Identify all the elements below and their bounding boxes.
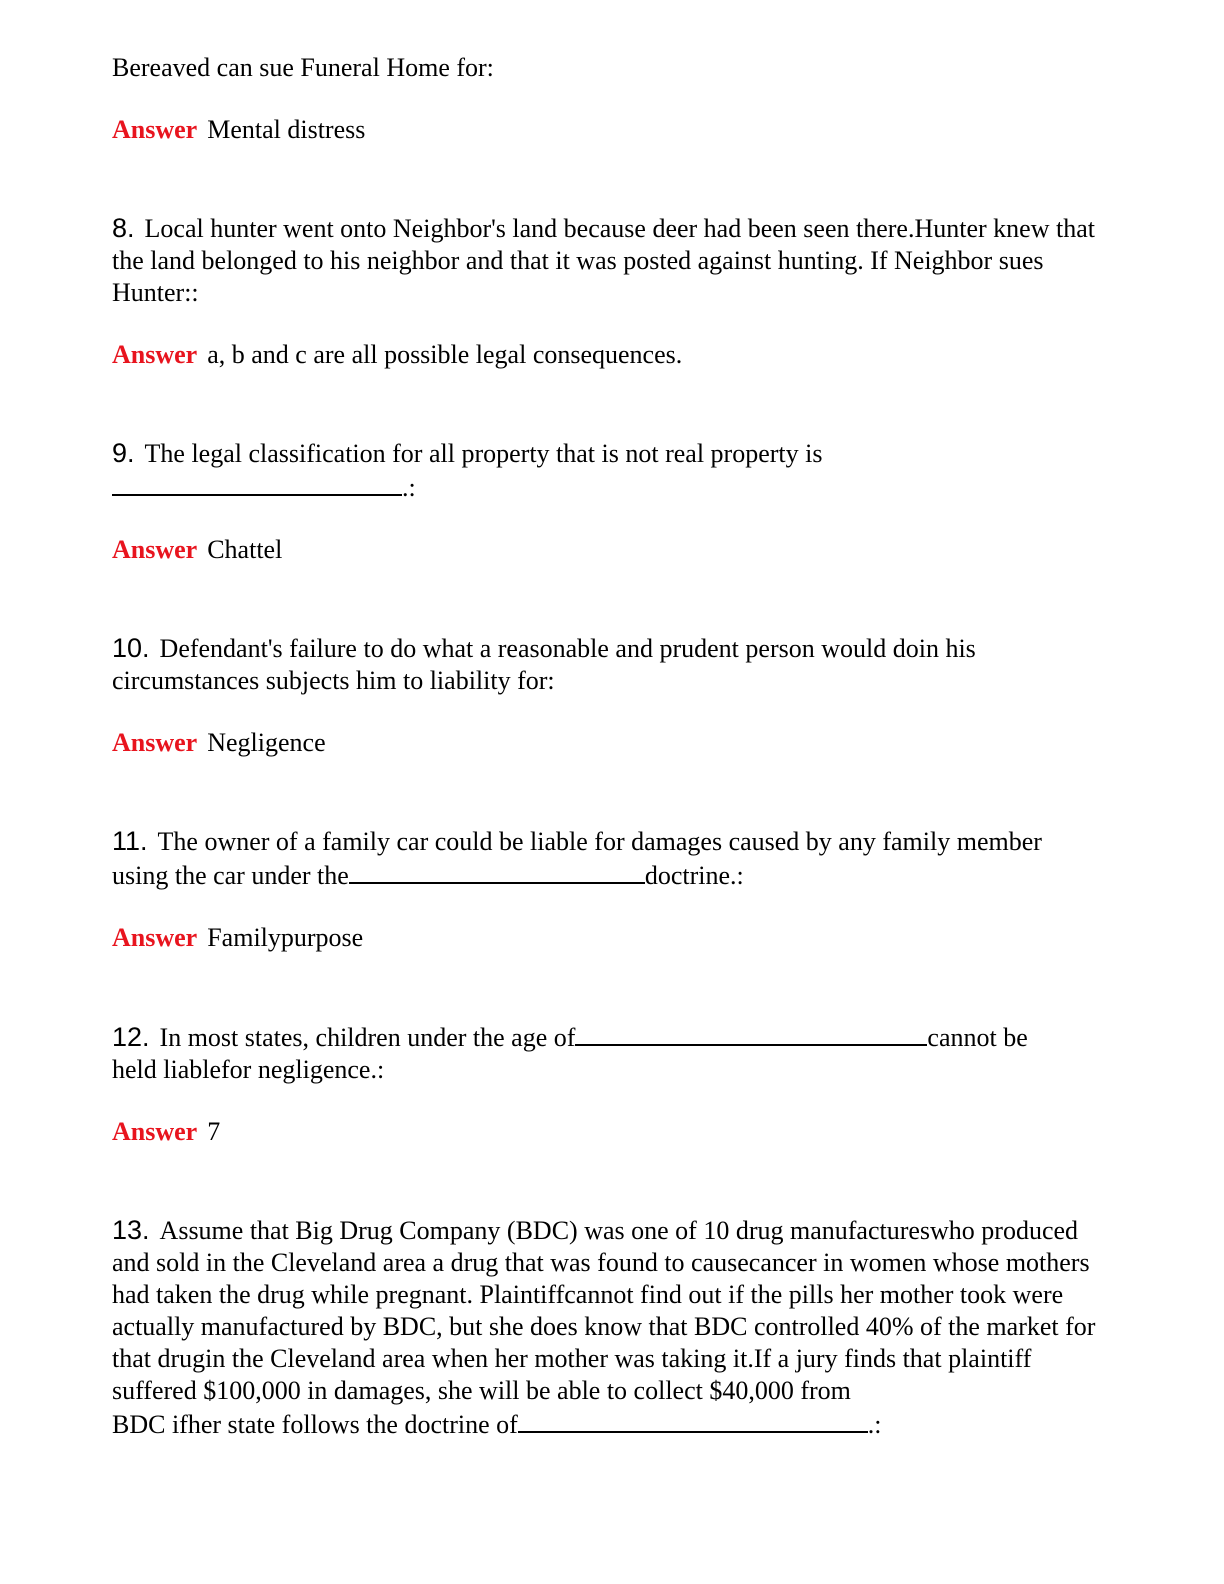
question-9 bbox=[112, 437, 1112, 504]
answer-8 bbox=[112, 339, 1112, 371]
answer-text: Chattel bbox=[207, 535, 283, 564]
answer-label: Answer bbox=[112, 728, 198, 757]
question-number: 9. bbox=[112, 438, 135, 468]
intro-question: Bereaved can sue Funeral Home for: bbox=[112, 53, 494, 82]
answer-9 bbox=[112, 534, 1112, 566]
question-text-cont: BDC ifher state follows the doctrine of bbox=[112, 1410, 518, 1439]
answer-text: a, b and c are all possible legal consequences. bbox=[207, 340, 683, 369]
question-number: 8. bbox=[112, 213, 135, 243]
question-text-end: held liablefor negligence.: bbox=[112, 1055, 385, 1084]
fill-in-blank bbox=[575, 1020, 927, 1046]
question-text: Assume that Big Drug Company (BDC) was one of 10 drug manufactureswho produced and sold in the Cleveland area a drug that was found to causecancer in women whose mothers had taken the drug while pregnant. Plaintiffcannot find out if the pills her mother took were actually manufactured by BDC, but she does know that BDC controlled 40% of the market for that drugin the Cleveland area when her mother was taking it.If a jury finds that plaintiff suffered $100,000 in damages, she will be able to collect $40,000 from bbox=[112, 1216, 1096, 1405]
question-text-mid: cannot be bbox=[927, 1023, 1028, 1052]
question-text-end: .: bbox=[867, 1410, 882, 1439]
answer-text: Negligence bbox=[207, 728, 326, 757]
question-text: Defendant's failure to do what a reasonable and prudent person would doin his circumstances subjects him to liability for: bbox=[112, 634, 976, 695]
question-text-end: doctrine.: bbox=[644, 861, 744, 890]
question-10 bbox=[112, 632, 1112, 697]
answer-text: 7 bbox=[207, 1117, 221, 1146]
answer-text: Familypurpose bbox=[207, 923, 364, 952]
answer-text: Mental distress bbox=[207, 115, 366, 144]
answer-label: Answer bbox=[112, 923, 198, 952]
question-text-end: .: bbox=[402, 473, 416, 502]
answer-12 bbox=[112, 1116, 1112, 1148]
document-page bbox=[112, 52, 1112, 1471]
fill-in-blank bbox=[349, 858, 645, 884]
question-number: 13. bbox=[112, 1215, 150, 1245]
answer-label: Answer bbox=[112, 340, 198, 369]
question-text: The owner of a family car could be liable for damages caused by any family member bbox=[157, 827, 1042, 856]
question-12 bbox=[112, 1020, 1112, 1086]
answer-11 bbox=[112, 922, 1112, 954]
answer-label: Answer bbox=[112, 115, 198, 144]
question-number: 10. bbox=[112, 633, 150, 663]
intro-answer bbox=[112, 114, 1112, 146]
answer-label: Answer bbox=[112, 1117, 198, 1146]
answer-10 bbox=[112, 727, 1112, 759]
question-text-cont: using the car under the bbox=[112, 861, 349, 890]
question-number: 12. bbox=[112, 1022, 150, 1052]
question-text: Local hunter went onto Neighbor's land because deer had been seen there.Hunter knew that the land belonged to his neighbor and that it was posted against hunting. If Neighbor sues Hunter:: bbox=[112, 214, 1095, 307]
question-13 bbox=[112, 1214, 1112, 1441]
question-text: The legal classification for all property that is not real property is bbox=[144, 439, 823, 468]
fill-in-blank bbox=[518, 1407, 868, 1433]
question-number: 11. bbox=[112, 826, 148, 856]
question-8 bbox=[112, 212, 1112, 309]
fill-in-blank bbox=[112, 470, 402, 496]
question-11 bbox=[112, 825, 1112, 892]
answer-label: Answer bbox=[112, 535, 198, 564]
question-text: In most states, children under the age of bbox=[159, 1023, 576, 1052]
